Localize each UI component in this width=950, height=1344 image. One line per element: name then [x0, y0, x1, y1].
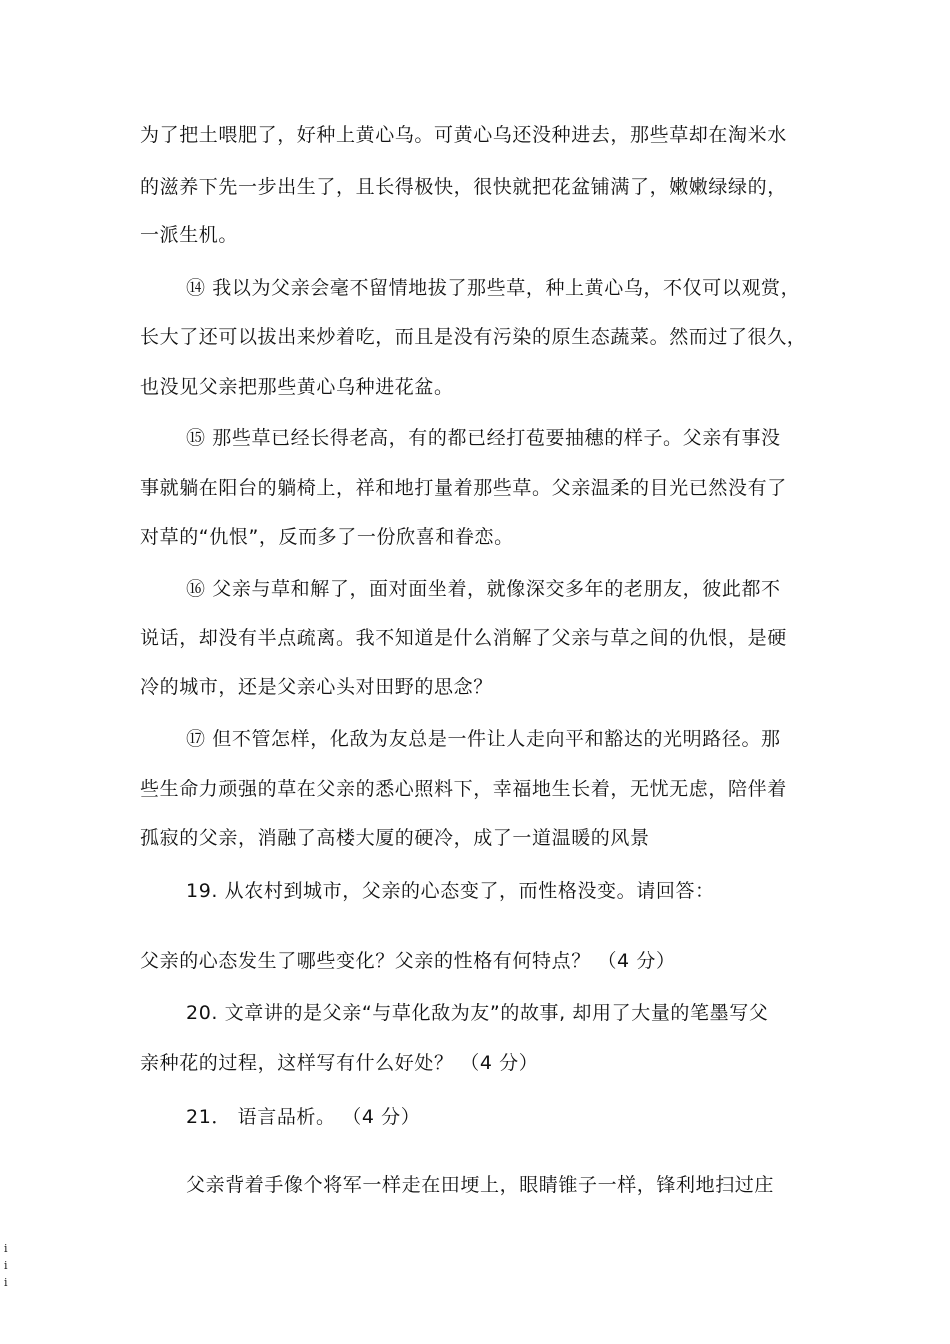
paragraph-15-line-1: ⑮ 那些草已经长得老高，有的都已经打苞要抽穗的样子。父亲有事没 [186, 427, 781, 449]
question-21-quote: 父亲背着手像个将军一样走在田埂上，眼睛锥子一样，锋利地扫过庄 [186, 1174, 775, 1196]
text-line-1: 为了把土喂肥了，好种上黄心乌。可黄心乌还没种进去，那些草却在淘米水 [140, 124, 787, 146]
paragraph-14-line-1: ⑭ 我以为父亲会毫不留情地拔了那些草，种上黄心乌，不仅可以观赏， [186, 277, 801, 299]
paragraph-15-line-3: 对草的“仇恨”，反而多了一份欣喜和眷恋。 [140, 526, 514, 548]
margin-mark: i [4, 1259, 8, 1272]
question-21-heading: 21． 语言品析。 （4 分） [186, 1106, 421, 1128]
margin-mark: i [4, 1242, 8, 1255]
paragraph-16-line-2: 说话，却没有半点疏离。我不知道是什么消解了父亲与草之间的仇恨，是硬 [140, 627, 787, 649]
paragraph-17-line-2: 些生命力顽强的草在父亲的悉心照料下，幸福地生长着，无忧无虑，陪伴着 [140, 778, 787, 800]
margin-marks [4, 1240, 8, 1291]
text-line-3: 一派生机。 [140, 224, 239, 246]
paragraph-17-line-1: ⑰ 但不管怎样，化敌为友总是一件让人走向平和豁达的光明路径。那 [186, 728, 781, 750]
question-19-line-1: 19. 从农村到城市，父亲的心态变了，而性格没变。请回答： [186, 880, 715, 902]
paragraph-15-line-2: 事就躺在阳台的躺椅上，祥和地打量着那些草。父亲温柔的目光已然没有了 [140, 477, 787, 499]
paragraph-14-line-3: 也没见父亲把那些黄心乌种进花盆。 [140, 376, 454, 398]
question-19-line-2: 父亲的心态发生了哪些变化？父亲的性格有何特点？ （4 分） [140, 950, 676, 972]
paragraph-14-line-2: 长大了还可以拔出来炒着吃，而且是没有污染的原生态蔬菜。然而过了很久， [140, 326, 807, 348]
paragraph-17-line-3: 孤寂的父亲，消融了高楼大厦的硬冷，成了一道温暖的风景 [140, 827, 650, 849]
question-20-line-1: 20. 文章讲的是父亲“与草化敌为友”的故事, 却用了大量的笔墨写父 [186, 1002, 769, 1024]
paragraph-16-line-1: ⑯ 父亲与草和解了，面对面坐着，就像深交多年的老朋友，彼此都不 [186, 578, 781, 600]
paragraph-16-line-3: 冷的城市，还是父亲心头对田野的思念？ [140, 676, 493, 698]
margin-mark: i [4, 1276, 8, 1289]
text-line-2: 的滋养下先一步出生了，且长得极快，很快就把花盆铺满了，嫩嫩绿绿的， [140, 176, 787, 198]
question-20-line-2: 亲种花的过程，这样写有什么好处？ （4 分） [140, 1052, 539, 1074]
